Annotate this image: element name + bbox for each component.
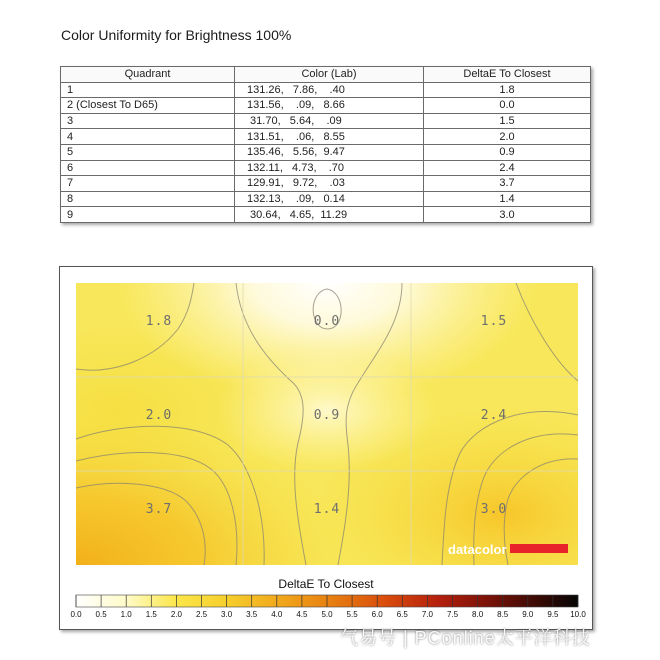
legend-tick-label: 1.5 [145,610,157,619]
cell-quadrant: 3 [61,113,235,129]
table-header-row [61,67,591,83]
cell-color-lab: 131.26, 7.86, .40 [235,82,424,98]
cell-label-7: 3.7 [145,502,173,517]
column-header-delta-e: DeltaE To Closest [424,67,591,83]
cell-label-4: 2.0 [145,408,173,423]
legend-tick-label: 6.0 [371,610,383,619]
table-row [61,207,591,223]
legend-tick-label: 5.0 [321,610,333,619]
cell-color-lab: 135.46, 5.56, 9.47 [235,144,424,160]
cell-quadrant: 8 [61,191,235,207]
table-row [61,191,591,207]
uniformity-heatmap-panel [59,266,593,630]
cell-delta-e: 2.4 [424,160,591,176]
legend-tick-label: 7.5 [446,610,459,619]
legend-tick-label: 0.0 [70,610,82,619]
cell-delta-e: 1.5 [424,113,591,129]
legend-tick-label: 3.5 [246,610,258,619]
cell-delta-e: 3.7 [424,176,591,192]
legend-tick-label: 4.0 [271,610,283,619]
cell-quadrant: 2 (Closest To D65) [61,98,235,114]
cell-delta-e: 2.0 [424,129,591,145]
table-row [61,129,591,145]
legend-tick-label: 7.0 [421,610,433,619]
cell-color-lab: 30.64, 4.65, 11.29 [235,207,424,223]
table-row [61,176,591,192]
cell-label-5: 0.9 [313,408,341,423]
legend-tick-label: 2.5 [195,610,208,619]
cell-color-lab: 132.11, 4.73, .70 [235,160,424,176]
legend-tick-label: 9.0 [522,610,534,619]
cell-label-2: 0.0 [313,314,341,329]
table-row [61,113,591,129]
legend-tick-label: 8.5 [497,610,509,619]
cell-quadrant: 4 [61,129,235,145]
cell-label-3: 1.5 [480,314,508,329]
cell-quadrant: 6 [61,160,235,176]
column-header-color-lab: Color (Lab) [235,67,424,83]
cell-quadrant: 7 [61,176,235,192]
legend-tick-label: 0.5 [95,610,107,619]
datacolor-logo-text: datacolor [448,542,507,557]
legend-title: DeltaE To Closest [278,577,374,591]
legend-tick-label: 8.0 [472,610,484,619]
cell-delta-e: 1.8 [424,82,591,98]
legend-tick-label: 6.5 [396,610,408,619]
cell-color-lab: 131.56, .09, 8.66 [235,98,424,114]
cell-color-lab: 132.13, .09, 0.14 [235,191,424,207]
cell-delta-e: 1.4 [424,191,591,207]
cell-quadrant: 1 [61,82,235,98]
legend-tick-label: 4.5 [296,610,308,619]
cell-color-lab: 131.51, .06, 8.55 [235,129,424,145]
column-header-quadrant: Quadrant [61,67,235,83]
watermark-text: 气易号 | PConline太平洋科技 [340,628,591,648]
table-row [61,98,591,114]
cell-label-6: 2.4 [480,408,508,423]
legend-tick-label: 9.5 [547,610,559,619]
cell-color-lab: 129.91, 9.72, .03 [235,176,424,192]
cell-delta-e: 3.0 [424,207,591,223]
cell-quadrant: 5 [61,144,235,160]
cell-quadrant: 9 [61,207,235,223]
cell-color-lab: 31.70, 5.64, .09 [235,113,424,129]
legend-tick-label: 5.5 [346,610,358,619]
datacolor-logo-bar [510,544,568,553]
table-row [61,144,591,160]
color-scale-legend [70,595,584,619]
cell-label-8: 1.4 [313,502,341,517]
legend-tick-label: 3.0 [221,610,233,619]
cell-delta-e: 0.9 [424,144,591,160]
legend-tick-label: 2.0 [170,610,182,619]
table-row [61,82,591,98]
uniformity-heatmap [76,283,578,565]
cell-label-1: 1.8 [145,314,173,329]
uniformity-table [60,66,591,223]
cell-label-9: 3.0 [480,502,508,517]
legend-tick-label: 10.0 [570,610,586,619]
table-row [61,160,591,176]
chart-title: Color Uniformity for Brightness 100% [61,27,292,43]
cell-delta-e: 0.0 [424,98,591,114]
legend-tick-label: 1.0 [120,610,132,619]
